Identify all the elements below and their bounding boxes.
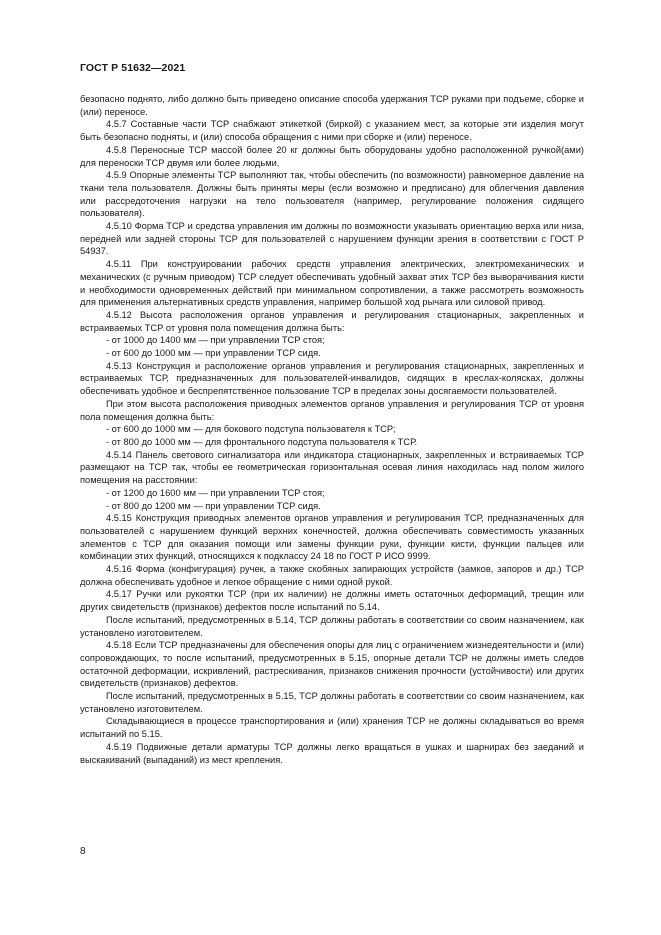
clause-4-5-8: 4.5.8 Переносные ТСР массой более 20 кг должны быть оборудованы удобно расположенной ручкой(ами) для переноски ТСР двумя или более людьми. [80,144,584,168]
paragraph: После испытаний, предусмотренных в 5.15, ТСР должны работать в соответствии со своим назначением, как установлено изготовителем. [80,691,584,714]
list-item: - от 600 до 1000 мм — для бокового подступа пользователя к ТСР; [106,424,396,435]
clause-4-5-12: 4.5.12 Высота расположения органов управления и регулирования стационарных, закрепленных и встраиваемых ТСР от уровня пола помещения должна быть: [80,309,584,333]
clause-4-5-14: 4.5.14 Панель светового сигнализатора или индикатора стационарных, закрепленных и встраиваемых ТСР размещают на ТСР так, чтобы ее геометрическая горизонтальная осевая линия находилась над полом жилого помещения на расстоянии: [80,449,584,486]
clause-4-5-11: 4.5.11 При конструировании рабочих средств управления электрических, электромеханических и механических (с ручным приводом) ТСР следует обеспечивать удобный захват этих ТСР без выворачивания кисти и необходимости одновременных действий при минимальном сопротивлении, а также рассмотреть возможность для применения альтернативных средств управления, например большой ход рычага или силовой привод. [80,259,584,308]
document-body [80,93,584,766]
list-item: - от 1000 до 1400 мм — при управлении ТСР стоя; [106,335,325,346]
paragraph-continuation: безопасно поднято, либо должно быть приведено описание способа удержания ТСР руками при подъеме, сборке и (или) переносе. [80,94,584,117]
clause-4-5-13: 4.5.13 Конструкция и расположение органов управления и регулирования стационарных, закрепленных и встраиваемых ТСР, предназначенных для пользователей-инвалидов, сидящих в креслах-колясках, должны обеспечивать удобное и беспрепятственное пользование ТСР в пределах зоны досягаемости пользователей. [80,360,584,397]
clause-4-5-7: 4.5.7 Составные части ТСР снабжают этикеткой (биркой) с указанием мест, за которые эти изделия могут быть безопасно подняты, и (или) способа обращения с ними при сборке и (или) переносе. [80,119,584,143]
clause-4-5-17: 4.5.17 Ручки или рукоятки ТСР (при их наличии) не должны иметь остаточных деформаций, трещин или других свидетельств (признаков) дефектов после испытаний по 5.14. [80,589,584,613]
list-item: - от 800 до 1200 мм — при управлении ТСР сидя. [106,500,321,511]
list-item: - от 600 до 1000 мм — при управлении ТСР сидя. [106,348,321,359]
clause-4-5-15: 4.5.15 Конструкция приводных элементов органов управления и регулирования ТСР, предназначенных для пользователей с нарушением функций верхних конечностей, должна обеспечивать совместимость указанных элементов с ТСР для оказания помощи или замены функции руки, функции кисти, функции пальцев или комбинации этих функций, относящихся к подклассу 24 18 по ГОСТ Р ИСО 9999. [80,513,584,562]
clause-4-5-19: 4.5.19 Подвижные детали арматуры ТСР должны легко вращаться в ушках и шарнирах без заеданий и выскакиваний (выпаданий) из мест крепления. [80,741,584,765]
paragraph: При этом высота расположения приводных элементов органов управления и регулирования ТСР от уровня пола помещения должна быть: [80,398,584,422]
clause-4-5-9: 4.5.9 Опорные элементы ТСР выполняют так, чтобы обеспечить (по возможности) равномерное давление на ткани тела пользователя. Должны быть приняты меры (если возможно и предписано) для облегчения давления или рассредоточения нагрузки на тело пользователя (например, регулирование положения сидящего пользователя). [80,170,584,219]
paragraph: После испытаний, предусмотренных в 5.14, ТСР должны работать в соответствии со своим назначением, как установлено изготовителем. [80,614,584,638]
paragraph: Складывающиеся в процессе транспортирования и (или) хранения ТСР не должны складываться во время испытаний по 5.15. [80,716,584,740]
list-item: - от 800 до 1000 мм — для фронтального подступа пользователя к ТСР. [106,436,418,447]
clause-4-5-16: 4.5.16 Форма (конфигурация) ручек, а также скобяных запирающих устройств (замков, запоров и др.) ТСР должна обеспечивать удобное и легкое обращение с ними одной рукой. [80,564,584,587]
list-item: - от 1200 до 1600 мм — при управлении ТСР стоя; [106,487,325,498]
clause-4-5-10: 4.5.10 Форма ТСР и средства управления им должны по возможности указывать ориентацию верха или низа, передней или задней стороны ТСР для пользователей с нарушением функции зрения в соответствии с ГОСТ Р 54937. [80,221,584,257]
page-number: 8 [80,846,86,857]
document-header: ГОСТ Р 51632—2021 [80,62,186,74]
clause-4-5-18: 4.5.18 Если ТСР предназначены для обеспечения опоры для лиц с ограничением жизнедеятельности и (или) сопровождающих, то после испытаний, предусмотренных в 5.15, опорные детали ТСР не должны иметь следов остаточной деформации, искривлений, растрескивания, признаков снижения прочности (устойчивости) или других свидетельств (признаков) дефектов. [80,640,584,689]
